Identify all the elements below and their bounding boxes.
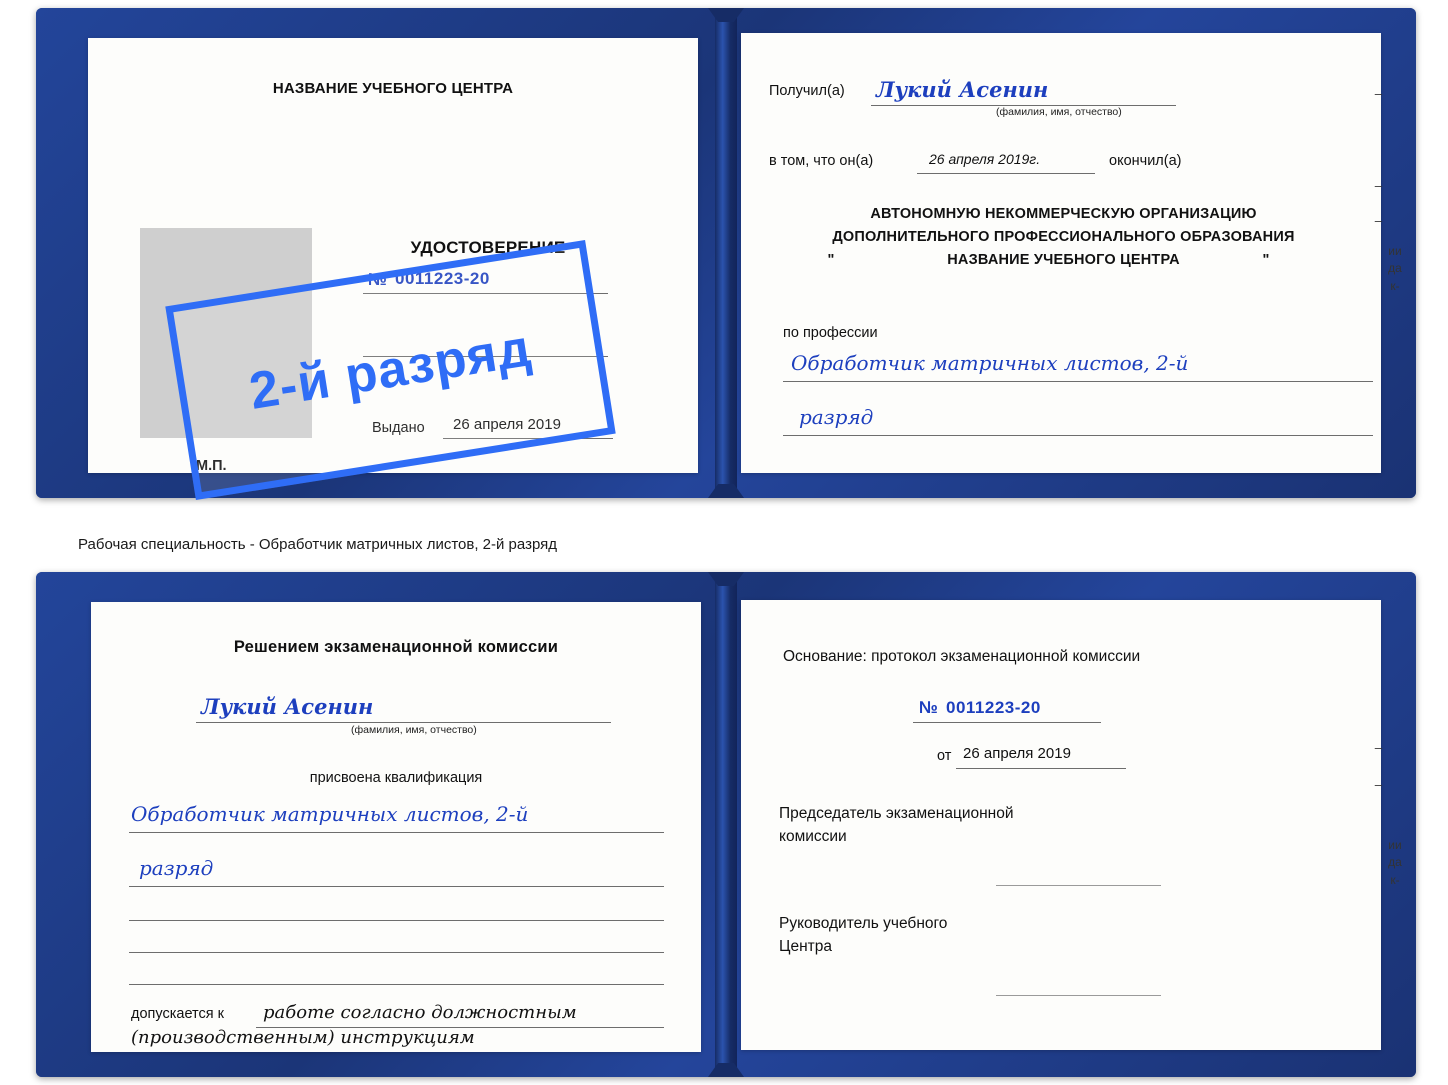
edge-dash-b2: –	[1374, 777, 1382, 792]
profession-label: по профессии	[783, 325, 878, 341]
bottom-edge-text: ии да к-	[1388, 838, 1402, 887]
organization-line-2: ДОПОЛНИТЕЛЬНОГО ПРОФЕССИОНАЛЬНОГО ОБРАЗОВАНИЯ	[832, 229, 1295, 245]
bottom-left-page	[91, 602, 701, 1052]
edge-dash-b1: –	[1374, 740, 1382, 755]
qualification-label: присвоена квалификация	[309, 770, 483, 786]
admitted-line-1: работе согласно должностным	[263, 1002, 577, 1023]
edge-dash-1: –	[1374, 178, 1382, 193]
received-name: Лукий Асенин	[876, 77, 1049, 102]
graduate-name-underline	[196, 722, 611, 723]
training-center-name: НАЗВАНИЕ УЧЕБНОГО ЦЕНТРА	[272, 80, 514, 97]
protocol-number-underline	[913, 722, 1101, 723]
blank-rule-2	[129, 952, 664, 953]
protocol-date: 26 апреля 2019	[963, 745, 1071, 762]
admitted-line-2: (производственным) инструкциям	[131, 1027, 475, 1048]
caption-text: Рабочая специальность - Обработчик матричных листов, 2-й разряд	[78, 536, 557, 553]
number-symbol: №	[368, 270, 388, 289]
chairman-line-2: комиссии	[779, 828, 847, 845]
bottom-right-page	[741, 600, 1381, 1050]
profession-underline-1	[783, 381, 1373, 382]
finished-date-underline	[917, 173, 1095, 174]
profession-underline-2	[783, 435, 1373, 436]
edge-dash-3: –	[1374, 86, 1382, 101]
chairman-line-1: Председатель экзаменационной	[779, 805, 1014, 822]
organization-quote-open: "	[827, 252, 835, 268]
chairman-signature-line	[996, 885, 1161, 886]
issued-label: Выдано	[372, 420, 425, 436]
commission-decision-title: Решением экзаменационной комиссии	[233, 638, 559, 656]
basis-label: Основание: протокол экзаменационной комиссии	[783, 648, 1141, 665]
graduate-name: Лукий Асенин	[201, 694, 374, 719]
certificate-bottom	[36, 572, 1416, 1077]
head-line-1: Руководитель учебного	[779, 915, 948, 932]
graduate-name-hint: (фамилия, имя, отчество)	[351, 724, 477, 736]
profession-line-1: Обработчик матричных листов, 2-й	[791, 351, 1189, 375]
certificate-title: УДОСТОВЕРЕНИЕ	[410, 238, 566, 257]
received-label: Получил(а)	[769, 83, 845, 99]
blank-rule-3	[129, 984, 664, 985]
organization-line-3: НАЗВАНИЕ УЧЕБНОГО ЦЕНТРА	[947, 252, 1180, 268]
blank-rule-1	[129, 920, 664, 921]
organization-quote-close: "	[1262, 252, 1270, 268]
certificate-number: 0011223-20	[395, 269, 490, 288]
that-he-label: в том, что он(а)	[769, 153, 874, 169]
qualification-underline-2	[129, 886, 664, 887]
edge-dash-2: –	[1374, 213, 1382, 228]
protocol-number-symbol: №	[919, 698, 939, 717]
seal-label: М.П.	[196, 458, 227, 474]
date-label: от	[937, 748, 952, 764]
booklet-spine-bottom	[715, 572, 737, 1077]
top-edge-text: ии да к-	[1388, 244, 1402, 293]
qualification-line-2: разряд	[139, 856, 214, 880]
head-signature-line	[996, 995, 1161, 996]
top-right-page	[741, 33, 1381, 473]
qualification-underline-1	[129, 832, 664, 833]
name-hint: (фамилия, имя, отчество)	[996, 106, 1122, 118]
protocol-number: 0011223-20	[946, 698, 1041, 717]
watermark-stamp: 2-й разряд	[165, 240, 615, 500]
protocol-date-underline	[956, 768, 1126, 769]
head-line-2: Центра	[779, 938, 832, 955]
booklet-spine-top	[715, 8, 737, 498]
profession-line-2: разряд	[799, 405, 874, 429]
admitted-label: допускается к	[131, 1006, 224, 1022]
issued-date: 26 апреля 2019	[453, 416, 561, 433]
organization-line-1: АВТОНОМНУЮ НЕКОММЕРЧЕСКУЮ ОРГАНИЗАЦИЮ	[870, 206, 1257, 222]
qualification-line-1: Обработчик матричных листов, 2-й	[131, 802, 529, 826]
finished-label: окончил(а)	[1109, 153, 1182, 169]
finished-date: 26 апреля 2019г.	[929, 151, 1041, 167]
